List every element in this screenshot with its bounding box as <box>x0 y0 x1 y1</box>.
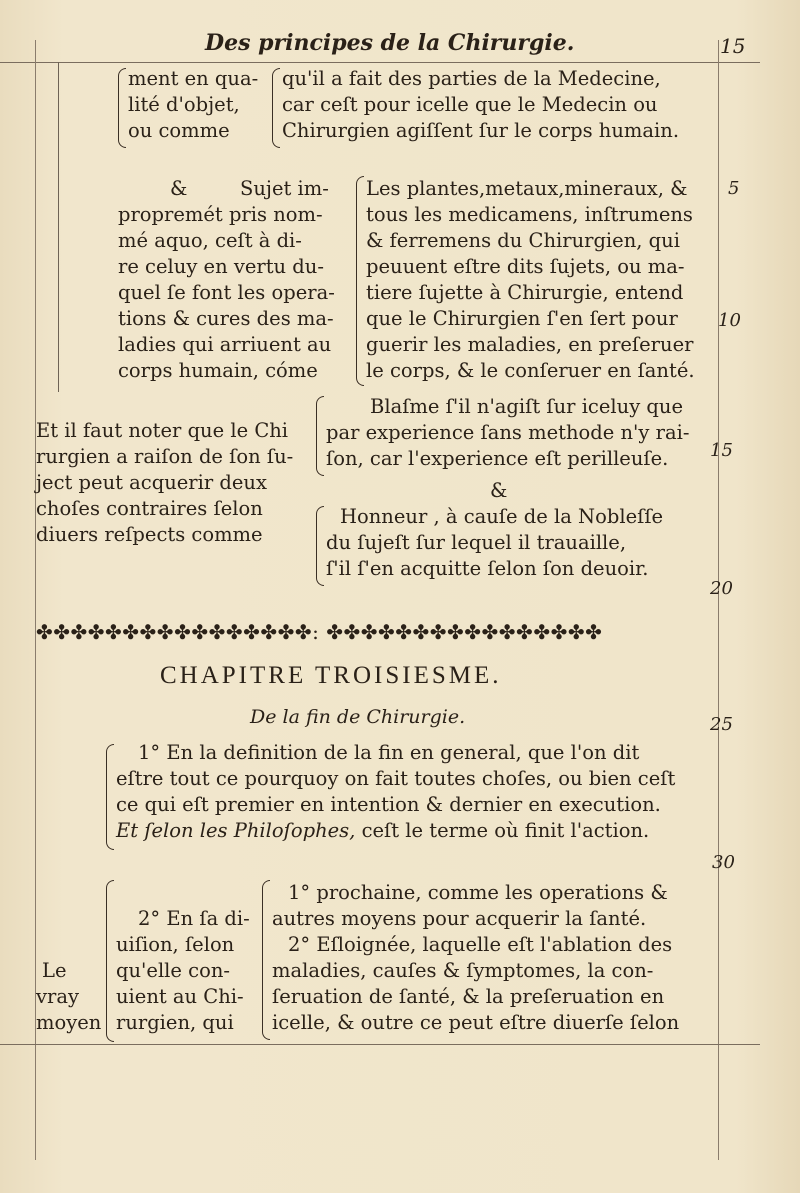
text-line: ce qui eſt premier en intention & dernier en execution. <box>116 793 661 816</box>
text-span: ceſt le terme où finit l'action. <box>355 819 650 842</box>
text-line: 2° En ſa di- <box>138 907 250 930</box>
left-col-3 <box>36 418 293 548</box>
line-number-10: 10 <box>718 310 741 331</box>
chapter-subtitle: De la fin de Chirurgie. <box>250 706 466 728</box>
right-col-3b <box>326 504 663 582</box>
text-line <box>116 818 675 844</box>
text-line: ladies qui arriuent au <box>118 333 332 356</box>
text-line: vray <box>36 985 79 1008</box>
header-rule <box>0 62 760 63</box>
text-line: 2° Eſloignée, laquelle eſt l'ablation des <box>288 933 673 956</box>
text-line: du ſujeſt ſur lequel il trauaille, <box>326 531 627 554</box>
chapter-title: CHAPITRE TROISIESME. <box>160 662 502 689</box>
ornament-band: ✤✤✤✤✤✤✤✤✤✤✤✤✤✤✤✤: ✤✤✤✤✤✤✤✤✤✤✤✤✤✤✤✤ <box>36 620 603 644</box>
text-line: re celuy en vertu du- <box>118 255 324 278</box>
line-number-15: 15 <box>710 440 733 461</box>
text-line: mé aquo, ceſt à di- <box>118 229 302 252</box>
text-line: rurgien, qui <box>116 1011 234 1034</box>
text-line: autres moyens pour acquerir la ſanté. <box>272 907 647 930</box>
text-line: moyen <box>36 1011 102 1034</box>
brace-left-2 <box>356 176 364 386</box>
text-line: ment en qua- <box>128 67 259 90</box>
text-line: guerir les maladies, en preſeruer <box>366 333 694 356</box>
right-col-2 <box>366 176 695 384</box>
brace-bottom-left <box>106 880 114 1042</box>
text-line: diuers reſpects comme <box>36 523 263 546</box>
text-line: & ferremens du Chirurgien, qui <box>366 229 680 252</box>
right-col-3a <box>326 394 689 472</box>
text-line: Les plantes,metaux,mineraux, & <box>366 177 688 200</box>
brace-left-1 <box>118 68 126 148</box>
text-line: ſ'il ſ'en acquitte ſelon ſon deuoir. <box>326 557 649 580</box>
bottom-mid-col <box>116 906 250 1036</box>
text-line: uient au Chi- <box>116 985 244 1008</box>
bracket-line-outer <box>58 62 59 392</box>
text-line: propremét pris nom- <box>118 203 323 226</box>
footer-rule <box>0 1044 760 1045</box>
text-line: Blaſme ſ'il n'agiſt ſur iceluy que <box>370 395 683 418</box>
brace-left-3a <box>316 396 324 476</box>
bottom-left-label <box>36 958 101 1036</box>
text-line: maladies, cauſes & ſymptomes, la con- <box>272 959 654 982</box>
ampersand-symbol: & <box>170 177 188 200</box>
text-line: ſon, car l'experience eſt perilleuſe. <box>326 447 669 470</box>
brace-left-3b <box>316 506 324 586</box>
text-line: car ceſt pour icelle que le Medecin ou <box>282 93 658 116</box>
line-number-5: 5 <box>728 178 740 199</box>
page-number: 15 <box>720 34 746 58</box>
text-line: ſeruation de ſanté, & la preſeruation en <box>272 985 665 1008</box>
text-line: 1° En la definition de la fin en general, que l'on dit <box>138 741 640 764</box>
text-line: peuuent eſtre dits ſujets, ou ma- <box>366 255 685 278</box>
text-line: qu'elle con- <box>116 959 230 982</box>
text-line: lité d'objet, <box>128 93 240 116</box>
left-col-2 <box>118 176 348 384</box>
line-number-30: 30 <box>712 852 735 873</box>
brace-left-1b <box>272 68 280 148</box>
text-line: par experience ſans methode n'y rai- <box>326 421 690 444</box>
text-line: tous les medicamens, inſtrumens <box>366 203 693 226</box>
text-line: Et il faut noter que le Chi <box>36 419 289 442</box>
italic-phrase: Et ſelon les Philoſophes, <box>116 819 356 842</box>
running-title: Des principes de la Chirurgie. <box>205 30 575 56</box>
text-line: tiere ſujette à Chirurgie, entend <box>366 281 684 304</box>
line-number-20: 20 <box>710 578 733 599</box>
text-line: Le <box>42 959 67 982</box>
line-number-25: 25 <box>710 714 733 735</box>
margin-line-right <box>718 40 719 1160</box>
text-line: ject peut acquerir deux <box>36 471 267 494</box>
text-line: corps humain, cóme <box>118 359 318 382</box>
text-line: icelle, & outre ce peut eſtre diuerſe ſelon <box>272 1011 680 1034</box>
text-line: quel ſe font les opera- <box>118 281 335 304</box>
left-col-1 <box>128 66 258 144</box>
text-line: Chirurgien agiſſent ſur le corps humain. <box>282 119 680 142</box>
text-line: 1° prochaine, comme les operations & <box>288 881 668 904</box>
bottom-right-col <box>272 880 679 1036</box>
text-line: ou comme <box>128 119 230 142</box>
brace-paragraph <box>106 744 114 850</box>
text-line: tions & cures des ma- <box>118 307 334 330</box>
ampersand-symbol-2: & <box>490 479 508 502</box>
text-line: rurgien a raiſon de ſon ſu- <box>36 445 294 468</box>
text-line: le corps, & le conſeruer en ſanté. <box>366 359 695 382</box>
text-line: choſes contraires ſelon <box>36 497 263 520</box>
text-line: que le Chirurgien ſ'en ſert pour <box>366 307 678 330</box>
brace-bottom-right <box>262 880 270 1040</box>
text-line: qu'il a fait des parties de la Medecine, <box>282 67 661 90</box>
text-line: eſtre tout ce pourquoy on fait toutes choſes, ou bien ceſt <box>116 767 676 790</box>
text-line: Honneur , à cauſe de la Nobleſſe <box>340 505 664 528</box>
text-line: Sujet im- <box>240 177 329 200</box>
right-col-1 <box>282 66 679 144</box>
paragraph <box>116 740 675 844</box>
text-line: uiſion, ſelon <box>116 933 235 956</box>
